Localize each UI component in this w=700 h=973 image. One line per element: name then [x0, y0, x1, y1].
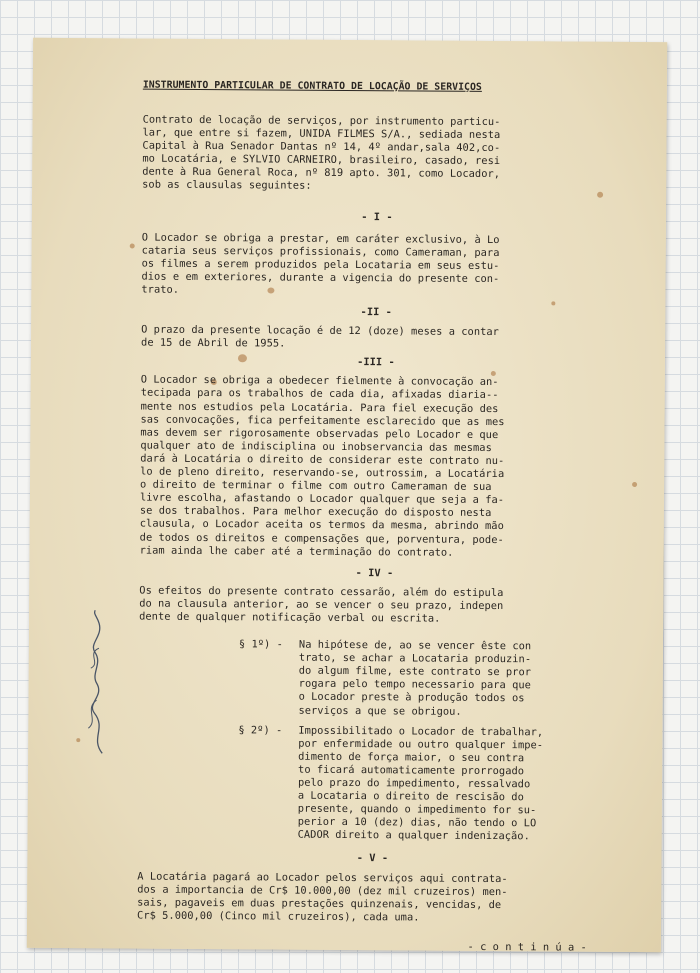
clause-text: A Locatária pagará ao Locador pelos serviços aqui contrata- dos a importancia de Cr$ 10.000,00 (dez mil cruzeiros) men- sais, pagaveis em duas prestações quinzenais, vencidas, de Cr$ 5.000,00 (Cinco mil cruzeiros), cada uma. — [137, 870, 508, 924]
subsection-text: Impossibilitado o Locador de trabalhar, por enfermidade ou outro qualquer impe- dimento de força maior, o seu contra to ficará automaticamente prorrogado pelo prazo do impedimento, ressalvado a Locataria o direito de rescisão do presente, quando o impedimento for su- perior a 10 (dez) dias, não tendo o LO CADOR direito a qualquer indenização. — [297, 724, 544, 843]
clause-text: O Locador se obriga a prestar, em caráter exclusivo, à Lo cataria seus serviços profissionais, como Cameraman, para os filmes a serem produzidos pela Locataria em seus estu- dios e em exteriores, durante a vigencia do presente con- trato. — [141, 231, 500, 296]
clause-text: Os efeitos do presente contrato cessarão, além do estipula do na clausula anterior, ao se vencer o seu prazo, indepen dente de qualquer notificação verbal ou escrita. — [139, 584, 504, 625]
clause-number: - V - — [356, 852, 389, 865]
clause-number: - IV - — [355, 566, 394, 580]
subsection — [238, 638, 609, 719]
subsection-label: § 2º) - — [238, 723, 283, 737]
clause-text: O Locador se obriga a obedecer fielmente à convocação an- tecipada para os trabalhos de cada dia, afixadas diaria-- mente nos estudios pela Locatária. Para fiel execução des sas convocações, fica perfeitamente esclarecido que as mes mas devem ser rigorosamente observadas pelo Locador e que qualquer ato de indisciplina ou inobservancia das mesmas dará à Locatária o direito de considerar este contrato nu- lo de pleno direito, reservando-se, outrossim, a Locatária o direito de terminar o filme com outro Cameraman de sua livre escolha, afastando o Locador qualquer que seja a fa- se dos trabalhos. Para melhor execução do disposto nesta clausula, o Locador aceita os termos da mesma, abrindo mão de todos os direitos e compensações que, porventura, pode- riam ainda lhe caber até a terminação do contrato. — [139, 373, 505, 559]
subsection-text: Na hipótese de, ao se vencer êste con trato, se achar a Locataria produzin- do algum filme, este contrato se pror rogara pelo tempo necessario para que o Locador preste à produção todos os serviços a que se obrigou. — [298, 638, 532, 718]
intro-paragraph: Contrato de locação de serviços, por instrumento particu- lar, que entre si fazem, UNIDA FILMES S/A., sediada nesta Capital à Rua Senador Dantas nº 14, 4º andar,sala 402,co- mo Locatária, e SYLVIO CARNEIRO, brasileiro, casado, resi dente à Rua General Roca, nº 819 apto. 301, como Locador, sob as clausulas seguintes: — [142, 113, 501, 193]
clause-number: -III - — [357, 356, 395, 369]
clause-text: O prazo da presente locação é de 12 (doze) meses a contar de 15 de Abril de 1955. — [141, 323, 500, 350]
continuation-mark: - c o n t i n ú a - — [467, 940, 587, 954]
stain — [632, 482, 637, 487]
clause-number: - I - — [361, 211, 393, 224]
subsection — [238, 724, 609, 844]
document-title: INSTRUMENTO PARTICULAR DE CONTRATO DE LOCAÇÃO DE SERVIÇOS — [142, 79, 482, 93]
stain — [130, 243, 135, 248]
contract-text — [137, 69, 613, 955]
document-page — [27, 38, 667, 952]
handwritten-signature — [80, 608, 111, 758]
subsection-label: § 1º) - — [238, 638, 283, 651]
clause-number: -II - — [360, 306, 393, 319]
